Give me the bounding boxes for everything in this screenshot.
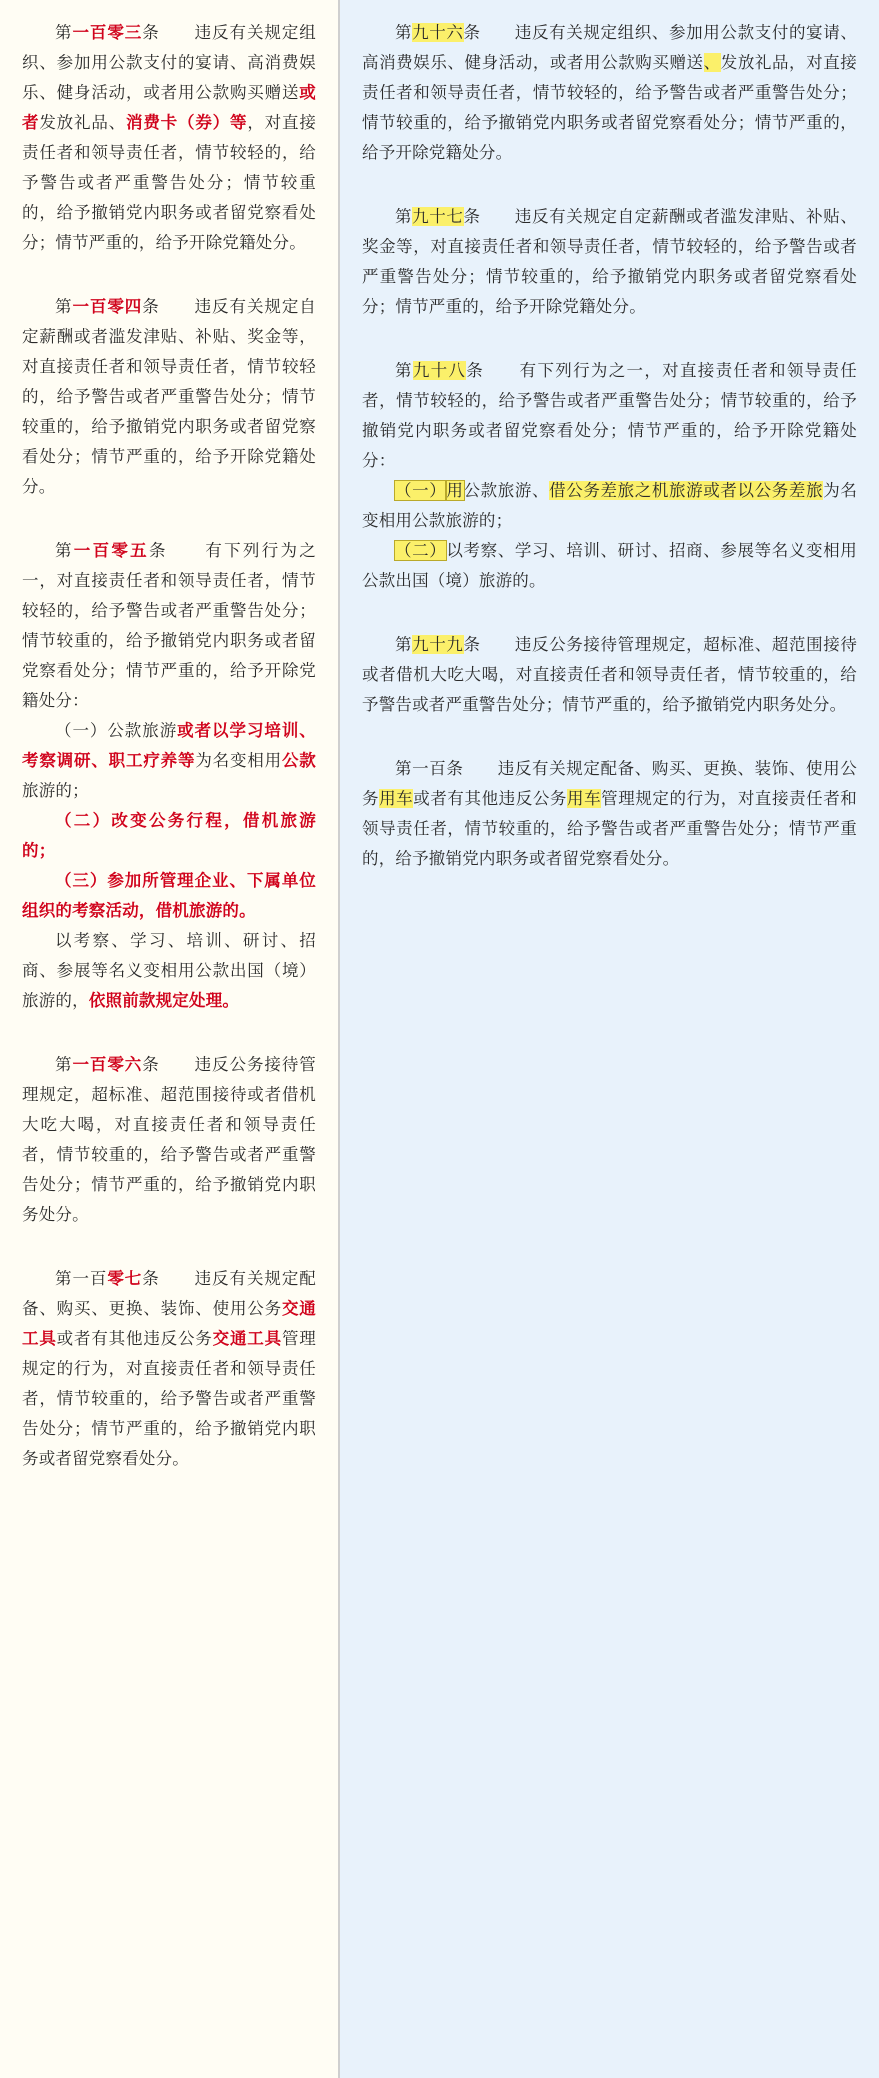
text-run: 或者以学习培训、考察调研、职工疗养等 <box>22 721 316 770</box>
paragraph <box>22 926 316 1016</box>
paragraph <box>22 18 316 258</box>
paragraph <box>362 356 857 476</box>
text-run: 违反有关规定配备、购买、更换、装饰、使用公务 <box>22 1269 316 1318</box>
text-run: 九十八 <box>412 361 467 380</box>
text-run: （一）公款旅游 <box>55 721 178 740</box>
article-block <box>22 292 316 502</box>
text-run: （三）参加所管理企业、下属单位组织的考察活动，借机旅游的。 <box>22 871 316 920</box>
text-run: 交通工具 <box>22 1299 316 1348</box>
text-run: 九十九 <box>412 635 464 654</box>
paragraph <box>22 292 316 502</box>
text-run: 第 <box>55 1055 73 1074</box>
article-block <box>22 1050 316 1230</box>
article-block <box>362 754 857 874</box>
text-run: 旅游的； <box>22 781 89 800</box>
text-run: 第 <box>55 297 73 316</box>
left-column-revised-text <box>0 0 340 2078</box>
text-run: 第 <box>395 361 413 380</box>
text-run: 九十六 <box>412 23 464 42</box>
text-run: （二）改变公务行程，借机旅游的； <box>22 811 316 860</box>
text-run: 违反有关规定配备、购买、更换、装饰、使用公务 <box>362 759 857 808</box>
paragraph <box>362 18 857 168</box>
text-run: 、 <box>703 53 721 72</box>
text-run: （一） <box>395 481 447 500</box>
text-run: 管理规定的行为，对直接责任者和领导责任者，情节较重的，给予警告或者严重警告处分；情节严重的，给予撤销党内职务或者留党察看处分。 <box>362 789 858 868</box>
text-run: 零七 <box>107 1269 143 1288</box>
text-run: 以考察、学习、培训、研讨、招商、参展等名义变相用公款出国（境）旅游的。 <box>362 541 857 590</box>
text-run: 或者有其他违反公务 <box>56 1329 213 1348</box>
text-run: 发放礼品，对直接责任者和领导责任者，情节较轻的，给予警告或者严重警告处分；情节较重的，给予撤销党内职务或者留党察看处分；情节严重的，给予开除党籍处分。 <box>362 53 858 162</box>
text-run: 或者 <box>22 83 316 132</box>
right-column-original-text <box>340 0 879 2078</box>
article-block <box>22 18 316 258</box>
text-run: 第一百 <box>55 1269 108 1288</box>
text-run: 条 <box>463 635 481 654</box>
text-run: 为名变相用公款旅游的； <box>362 481 858 530</box>
text-run: 一百零六 <box>72 1055 143 1074</box>
text-run: 消费卡（券） <box>126 113 230 132</box>
text-run: 条 <box>466 361 485 380</box>
text-run: 违反公务接待管理规定，超标准、超范围接待或者借机大吃大喝，对直接责任者和领导责任者，情节较重的，给予警告或者严重警告处分；情节严重的，给予撤销党内职务处分。 <box>362 635 858 714</box>
text-run: 第 <box>55 23 73 42</box>
text-run: 第一百条 <box>395 759 464 778</box>
text-run: 用车 <box>567 789 602 808</box>
text-run: 有下列行为之一，对直接责任者和领导责任者，情节较轻的，给予警告或者严重警告处分；情节较重的，给予撤销党内职务或者留党察看处分；情节严重的，给予开除党籍处分： <box>362 361 857 470</box>
text-run: 依照前款规定处理。 <box>88 991 240 1010</box>
paragraph <box>362 754 857 874</box>
text-run: 条 <box>142 23 160 42</box>
text-run: 交通工具 <box>212 1329 282 1348</box>
text-run: 为名变相用 <box>195 751 282 770</box>
paragraph <box>362 202 857 322</box>
paragraph <box>362 536 857 596</box>
article-block <box>22 1264 316 1474</box>
paragraph <box>22 806 316 866</box>
text-run: 第 <box>395 207 413 226</box>
text-run: 违反有关规定组织、参加用公款支付的宴请、高消费娱乐、健身活动，或者用公款购买赠送 <box>362 23 858 72</box>
text-run: 以考察、学习、培训、研讨、招商、参展等名义变相用公款出国（境）旅游的， <box>22 931 316 1010</box>
text-run: （二） <box>395 541 447 560</box>
text-run: 等 <box>229 113 248 132</box>
text-run: 公款旅游、 <box>463 481 550 500</box>
text-run: 违反公务接待管理规定，超标准、超范围接待或者借机大吃大喝，对直接责任者和领导责任者，情节较重的，给予警告或者严重警告处分；情节严重的，给予撤销党内职务处分。 <box>22 1055 316 1224</box>
text-run: 用车 <box>379 789 414 808</box>
text-run: ，对直接责任者和领导责任者，情节较轻的，给予警告或者严重警告处分；情节较重的，给予撤销党内职务或者留党察看处分；情节严重的，给予开除党籍处分。 <box>22 113 317 252</box>
paragraph <box>22 536 316 716</box>
text-run: 管理规定的行为，对直接责任者和领导责任者，情节较重的，给予警告或者严重警告处分；情节严重的，给予撤销党内职务或者留党察看处分。 <box>22 1329 316 1468</box>
paragraph <box>362 476 857 536</box>
text-run: 第 <box>395 23 413 42</box>
article-block <box>362 356 857 596</box>
text-run: 用 <box>446 481 464 500</box>
text-run: 条 <box>148 541 168 560</box>
text-run: 违反有关规定自定薪酬或者滥发津贴、补贴、奖金等，对直接责任者和领导责任者，情节较轻的，给予警告或者严重警告处分；情节较重的，给予撤销党内职务或者留党察看处分；情节严重的，给予开除党籍处分。 <box>22 297 316 496</box>
text-run: 违反有关规定组织、参加用公款支付的宴请、高消费娱乐、健身活动，或者用公款购买赠送 <box>22 23 316 102</box>
text-run: 借公务差旅之机旅游或者以公务差旅 <box>549 481 824 500</box>
text-run: 有下列行为之一，对直接责任者和领导责任者，情节较轻的，给予警告或者严重警告处分；情节较重的，给予撤销党内职务或者留党察看处分；情节严重的，给予开除党籍处分： <box>22 541 316 710</box>
article-block <box>362 630 857 720</box>
text-run: 条 <box>142 1269 160 1288</box>
text-run: 条 <box>463 23 481 42</box>
article-block <box>362 18 857 168</box>
text-run: 或者有其他违反公务 <box>413 789 567 808</box>
text-run: 第 <box>395 635 413 654</box>
text-run: 一百零五 <box>73 541 149 560</box>
text-run: 条 <box>142 297 160 316</box>
paragraph <box>362 630 857 720</box>
text-run: 一百零三 <box>72 23 143 42</box>
text-run: 公款 <box>281 751 316 770</box>
text-run: 发放礼品、 <box>39 113 126 132</box>
text-run: 九十七 <box>412 207 464 226</box>
text-run: 第 <box>55 541 74 560</box>
article-block <box>22 536 316 1016</box>
text-run: 一百零四 <box>72 297 143 316</box>
paragraph <box>22 1050 316 1230</box>
article-block <box>362 202 857 322</box>
paragraph <box>22 1264 316 1474</box>
paragraph <box>22 716 316 806</box>
text-run: 条 <box>142 1055 160 1074</box>
text-run: 违反有关规定自定薪酬或者滥发津贴、补贴、奖金等，对直接责任者和领导责任者，情节较轻的，给予警告或者严重警告处分；情节较重的，给予撤销党内职务或者留党察看处分；情节严重的，给予开除党籍处分。 <box>362 207 858 316</box>
paragraph <box>22 866 316 926</box>
text-run: 条 <box>463 207 481 226</box>
